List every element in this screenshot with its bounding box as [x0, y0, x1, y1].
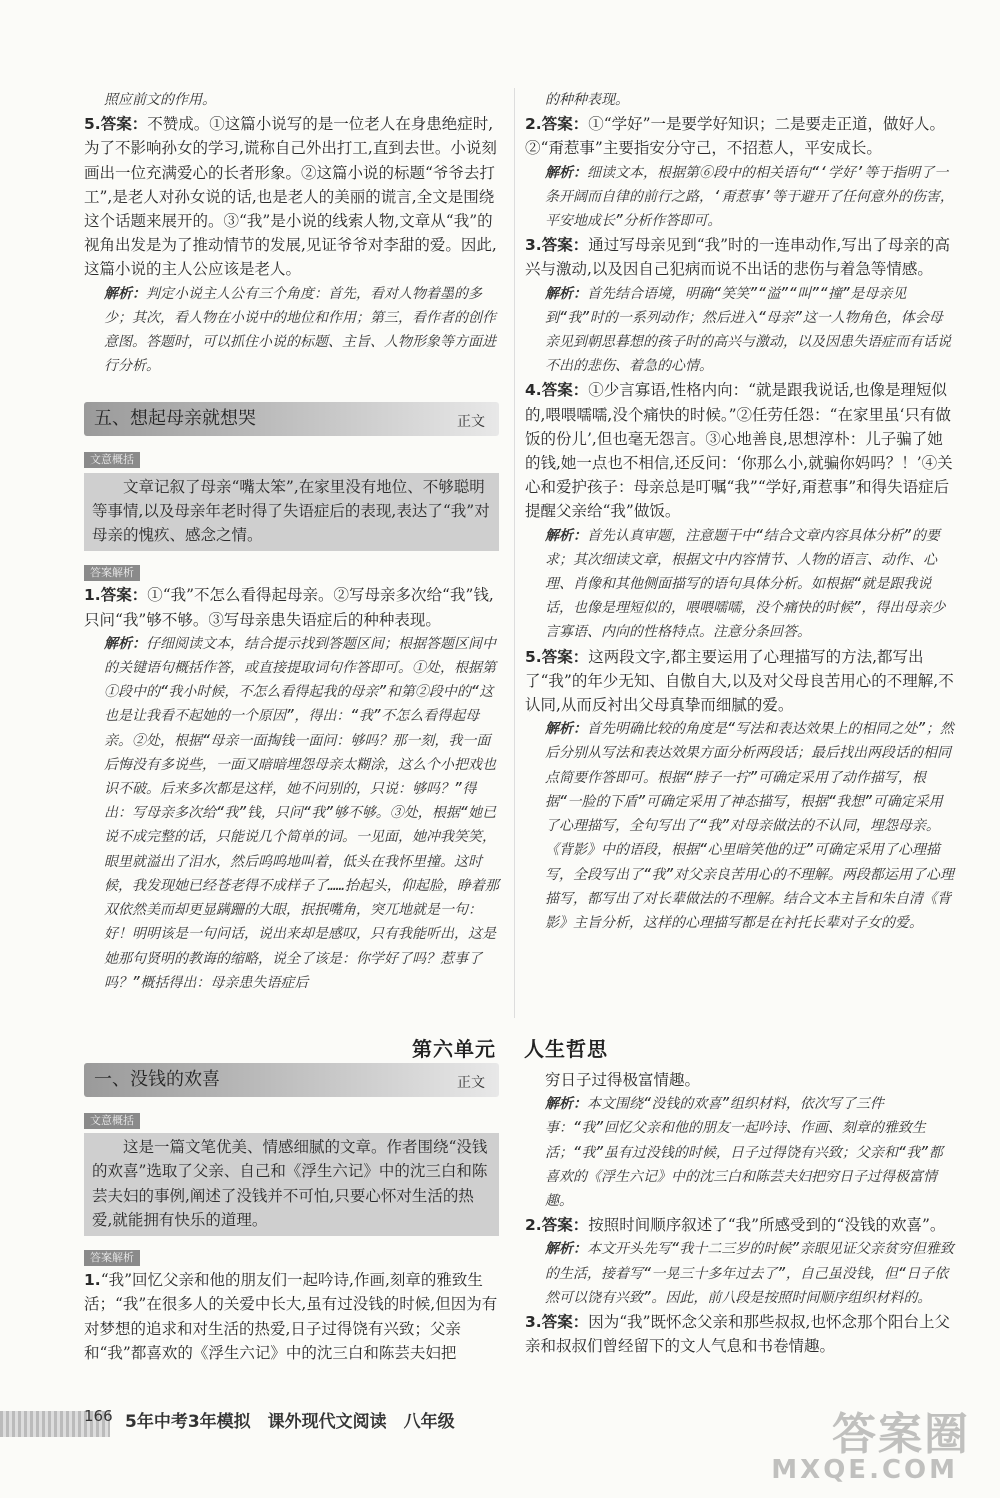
- lower-left-column: [84, 1063, 499, 1365]
- answer-2: [525, 1213, 955, 1237]
- continuation-text: 照应前文的作用。: [104, 92, 216, 108]
- answer-1: [84, 583, 499, 631]
- left-column: [84, 88, 499, 995]
- section-title: 五、想起母亲就想哭: [94, 408, 256, 430]
- answer-label: 答案：: [541, 647, 589, 666]
- analysis-label: 解析：: [545, 1096, 587, 1113]
- answer-2: [525, 112, 955, 160]
- right-column: [525, 88, 955, 935]
- column-divider: [514, 88, 515, 1018]
- summary-tag: 文意概括: [84, 1113, 140, 1129]
- analysis-text: 首先认真审题，注意题干中“结合文章内容具体分析”的要求；其次细读文章，根据文中内容情节、人物的语言、动作、心理、肖像和其他侧面描写的语句具体分析。如根据“就是跟我说话，也像是理短似的，喂喂嚅嚅，没个痛快的时候”，得出母亲少言寡语、内向的性格特点。注意分条回答。: [545, 527, 946, 641]
- answer-label: 答案：: [100, 586, 148, 605]
- question-number: 2.: [525, 115, 542, 134]
- answer-label: 答案：: [541, 236, 589, 255]
- answer-text: 按照时间顺序叙述了“我”所感受到的“没钱的欢喜”。: [588, 1216, 946, 1235]
- analysis-label: 解析：: [545, 1241, 587, 1258]
- continuation-text: 穷日子过得极富情趣。: [545, 1071, 701, 1089]
- answer-text: ①“学好”一是要学好知识；二是要走正道，做好人。②“甭惹事”主要指安分守己，不招惹人，平安成长。: [525, 115, 946, 158]
- section-header-1: [84, 1063, 499, 1097]
- answer-label: 答案：: [100, 115, 148, 134]
- answer-text: 不赞成。①这篇小说写的是一位老人在身患绝症时,为了不影响孙女的学习,谎称自己外出打工,直到去世。小说刻画出一位充满爱心的长者形象。②这篇小说的标题“爷爷去打工”,是老人对孙女说的话,也是老人的美丽的谎言,全文是围绕这个话题来展开的。③“我”是小说的线索人物,文章从“我”的视角出发是为了推动情节的发展,见证爷爷对李甜的爱。因此,这篇小说的主人公应该是老人。: [84, 115, 497, 279]
- analysis-text: 仔细阅读文本，结合提示找到答题区间；根据答题区间中的关键语句概括作答，或直接提取词句作答即可。①处，根据第①段中的“我小时候，不怎么看得起我的母亲”和第②段中的“这也是让我看不起她的一个原因”，得出：“我”不怎么看得起母亲。②处，根据“母亲一面掏钱一面问：够吗？那一刻，我一面后悔没有多说些，一面又暗暗埋怨母亲太糊涂，这么个小把戏也识不破。后来多次都是这样，她不问别的，只说：够吗？”得出：写母亲多次给“我”钱，只问“我”够不够。③处，根据“她已说不成完整的话，只能说几个简单的词。一见面，她冲我笑笑，眼里就溢出了泪水，然后呜呜地叫着，低头在我怀里撞。这时候，我发现她已经苍老得不成样子了……抬起头，仰起脸，睁着那双依然美而却更显蹒跚的大眼，抿抿嘴角，突兀地就是一句：好！明明该是一句问话，说出来却是感叹，只有我能听出，这是她那句贤明的教诲的缩略，说全了该是：你学好了吗？惹事了吗？”概括得出：母亲患失语症后: [104, 635, 499, 991]
- unit-name: 人生哲思: [524, 1037, 608, 1061]
- answer-text: ①少言寡语,性格内向：“就是跟我说话,也像是理短似的,喂喂嚅嚅,没个痛快的时候。”②任劳任怨：“在家里虽‘只有做饭的份儿’,但也毫无怨言。③心地善良,思想淳朴：儿子骗了她的钱,她一点也不相信,还反问：‘你那么小,就骗你妈吗？！’④关心和爱护孩子：母亲总是叮嘱“我”“学好,甭惹事”和得失语症后提醒父亲给“我”做饭。: [525, 381, 953, 521]
- answer-5: [525, 645, 955, 718]
- question-number: 1.: [84, 1271, 101, 1290]
- section-tag: 正文: [457, 414, 485, 431]
- answer-text: 因为“我”既怀念父亲和那些叔叔,也怀念那个阳台上父亲和叔叔们曾经留下的文人气息和书卷情趣。: [525, 1313, 950, 1356]
- analysis-2: [525, 161, 955, 234]
- continuation-text: 的种种表现。: [545, 92, 629, 108]
- answer-3: [525, 1310, 955, 1358]
- analysis-text: 本文开头先写“我十二三岁的时候”亲眼见证父亲贫穷但雅致的生活，接着写“一晃三十多年过去了”，自己虽没钱，但“日子依然可以饶有兴致”。因此，前八段是按照时间顺序组织材料的。: [545, 1241, 954, 1306]
- analysis-text: 首先明确比较的角度是“写法和表达效果上的相同之处”；然后分别从写法和表达效果方面分析两段话；最后找出两段话的相同点简要作答即可。根据“脖子一拧”可确定采用了动作描写，根据“一脸的下盾”可确定采用了神态描写，根据“我想”可确定采用了心理描写，全句写出了“我”对母亲做法的不认同，埋怨母亲。《背影》中的语段，根据“心里暗笑他的迂”可确定采用了心理描写，全段写出了“我”对父亲良苦用心的不理解。两段都运用了心理描写，都写出了对长辈做法的不理解。结合文本主旨和朱自清《背影》主旨分析，这样的心理描写都是在衬托长辈对子女的爱。: [545, 721, 954, 931]
- section-tag: 正文: [457, 1075, 485, 1091]
- lower-right-column: [525, 1068, 955, 1358]
- section-header-5: [84, 402, 499, 436]
- unit-title: [412, 1033, 608, 1062]
- analysis-label: 解析：: [545, 721, 587, 738]
- page-number: 166: [84, 1407, 113, 1425]
- analysis-1: [84, 632, 499, 995]
- answer-text: ①“我”不怎么看得起母亲。②写母亲多次给“我”钱,只问“我”够不够。③写母亲患失语症后的种种表现。: [84, 586, 494, 629]
- question-number: 1.: [84, 586, 101, 605]
- watermark-url: MXQE.COM: [771, 1455, 958, 1485]
- analysis-4: [525, 524, 955, 645]
- analysis-1: [525, 1092, 955, 1213]
- answer-label: 答案：: [541, 1313, 589, 1332]
- analysis-3: [525, 282, 955, 379]
- answers-tag: 答案解析: [84, 565, 140, 581]
- answer-3: [525, 233, 955, 281]
- section-title: 一、没钱的欢喜: [94, 1069, 220, 1090]
- analysis-label: 解析：: [104, 285, 146, 302]
- analysis-label: 解析：: [104, 635, 146, 652]
- answer-label: 答案：: [541, 381, 589, 400]
- analysis-label: 解析：: [545, 285, 587, 302]
- answer-text: 通过写母亲见到“我”时的一连串动作,写出了母亲的高兴与激动,以及因自己犯病而说不出话的悲伤与着急等情感。: [525, 236, 950, 279]
- analysis-2: [525, 1237, 955, 1310]
- answer-text: 这两段文字,都主要运用了心理描写的方法,都写出了“我”的年少无知、自傲自大,以及对父母良苦用心的不理解,不认同,从而反衬出父母真挚而细腻的爱。: [525, 647, 954, 715]
- question-number: 3.: [525, 1313, 542, 1332]
- analysis-text: 判定小说主人公有三个角度：首先，看对人物着墨的多少；其次，看人物在小说中的地位和作用；第三，看作者的创作意图。答题时，可以抓住小说的标题、主旨、人物形象等方面进行分析。: [104, 285, 496, 375]
- summary-box: [84, 473, 499, 552]
- question-number: 4.: [525, 381, 542, 400]
- analysis-text: 细读文本，根据第⑥段中的相关语句“‘学好’等于指明了一条开阔而自律的前行之路，‘甭惹事’等于避开了任何意外的伤害，平安地成长”分析作答即可。: [545, 164, 954, 230]
- answer-4: [525, 378, 955, 523]
- book-title: 5年中考3年模拟 课外现代文阅读 八年级: [125, 1412, 455, 1432]
- analysis-text: 本文围绕“没钱的欢喜”组织材料，依次写了三件事：“我”回忆父亲和他的朋友一起吟诗、作画、刻章的雅致生活；“我”虽有过没钱的时候，日子过得饶有兴致；父亲和“我”都喜欢的《浮生六记》中的沈三白和陈芸夫妇把穷日子过得极富情趣。: [545, 1096, 943, 1210]
- question-number: 3.: [525, 236, 542, 255]
- answer-text: “我”回忆父亲和他的朋友们一起吟诗,作画,刻章的雅致生活；“我”在很多人的关爱中长大,虽有过没钱的时候,但因为有对梦想的追求和对生活的热爱,日子过得饶有兴致；父亲和“我”都喜欢的《浮生六记》中的沈三白和陈芸夫妇把: [84, 1271, 498, 1362]
- question-number: 5.: [84, 115, 101, 134]
- watermark-logo: 答案圈: [832, 1409, 970, 1460]
- analysis-5: [84, 282, 499, 379]
- analysis-label: 解析：: [545, 164, 587, 181]
- answer-label: 答案：: [541, 115, 589, 134]
- answer-1: [84, 1268, 499, 1365]
- summary-tag: 文意概括: [84, 452, 140, 468]
- answer-5: [84, 112, 499, 281]
- answers-tag: 答案解析: [84, 1250, 140, 1266]
- unit-label: 第六单元: [412, 1037, 496, 1061]
- answer-label: 答案：: [541, 1216, 589, 1235]
- summary-box: [84, 1133, 499, 1236]
- summary-text: 这是一篇文笔优美、情感细腻的文章。作者围绕“没钱的欢喜”选取了父亲、自己和《浮生六记》中的沈三白和陈芸夫妇的事例,阐述了没钱并不可怕,只要心怀对生活的热爱,就能拥有快乐的道理。: [92, 1138, 488, 1229]
- question-number: 5.: [525, 647, 542, 666]
- summary-text: 文章记叙了母亲“嘴太笨”,在家里没有地位、不够聪明等事情,以及母亲年老时得了失语症后的表现,表达了“我”对母亲的愧疚、感念之情。: [92, 477, 490, 545]
- question-number: 2.: [525, 1216, 542, 1235]
- analysis-5: [525, 717, 955, 935]
- analysis-text: 首先结合语境，明确“笑笑”“溢”“叫”“撞”是母亲见到“我”时的一系列动作；然后进入“母亲”这一人物角色，体会母亲见到朝思暮想的孩子时的高兴与激动，以及因患失语症而有话说不出的悲伤、着急的心情。: [545, 285, 951, 375]
- analysis-label: 解析：: [545, 527, 587, 544]
